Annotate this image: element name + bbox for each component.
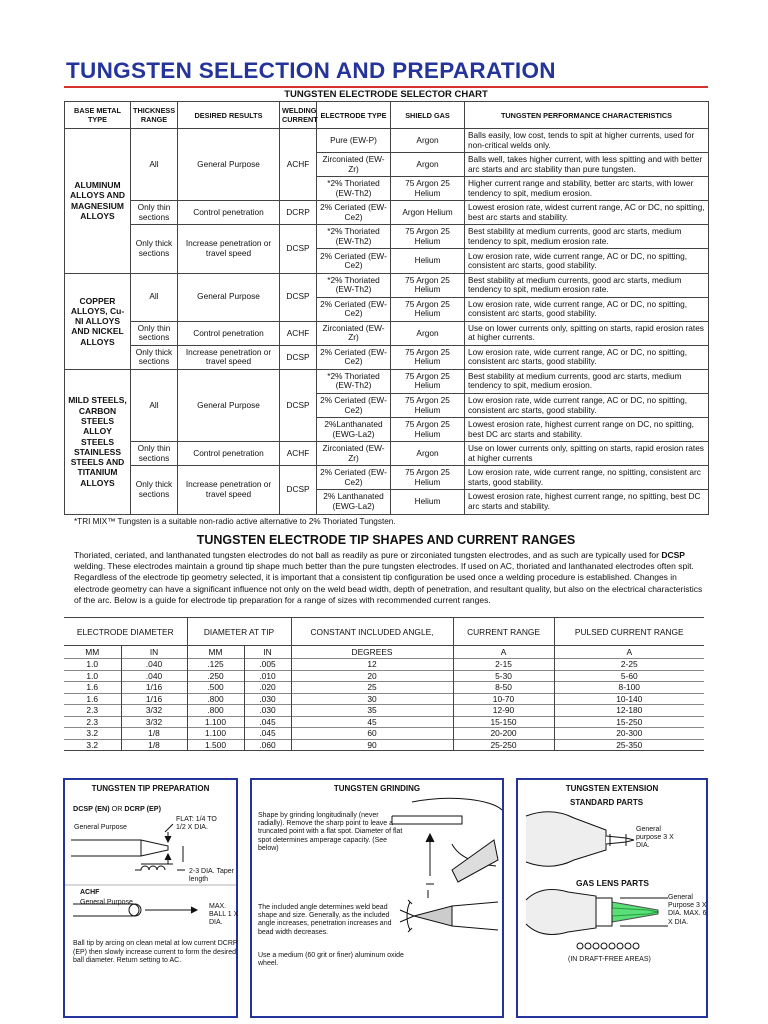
current-range-cell: 2-15 [453,659,554,671]
desired-results-cell: Control penetration [178,442,280,466]
tip-diameter-mm-cell: .250 [187,670,244,682]
desired-results-cell: Control penetration [178,321,280,345]
electrode-diameter-in-cell: .040 [121,670,187,682]
tips-paragraph-bold: DCSP [661,550,685,560]
gas-lens-parts-label: GAS LENS PARTS [576,878,649,888]
included-angle-cell: 35 [291,705,453,717]
electrode-type-cell: 2% Ceriated (EW-Ce2) [317,345,391,369]
tungsten-grinding-panel [250,778,504,1018]
electrode-diameter-mm-cell: 1.0 [64,670,121,682]
desired-results-cell: General Purpose [178,273,280,321]
tip-diameter-mm-cell: 1.100 [187,716,244,728]
performance-cell: Best stability at medium currents, good arc starts, medium tendency to spit, medium erosion. [465,369,709,393]
electrode-type-cell: *2% Thoriated (EW-Th2) [317,225,391,249]
standard-parts-label: STANDARD PARTS [570,798,644,807]
shield-gas-cell: Helium [391,249,465,273]
performance-cell: Balls well, takes higher current, with less spitting and with better arc starts and arc stability than pure tungsten. [465,153,709,177]
welding-current-cell: DCRP [280,201,317,225]
shield-gas-cell: Argon Helium [391,201,465,225]
electrode-type-cell: Zirconiated (EW-Zr) [317,153,391,177]
max-ball-label: MAX. BALL 1 X DIA. [209,903,239,927]
header-thickness: THICKNESS RANGE [131,102,178,129]
included-angle-cell: 60 [291,728,453,740]
tips-header-diameter-at-tip: DIAMETER AT TIP [187,618,291,646]
included-angle-cell: 45 [291,716,453,728]
tips-header-current: CURRENT RANGE [453,618,554,646]
shield-gas-cell: 75 Argon 25 Helium [391,177,465,201]
current-range-cell: 25-250 [453,739,554,751]
general-purpose-3x-label: General purpose 3 X DIA. [636,826,674,850]
tips-paragraph [74,550,708,606]
ball-tip-note: Ball tip by arcing on clean metal at low current DCRP (EP) then slowly increase current to form the desired ball diameter. Return setting to AC. [73,940,238,965]
tip-shapes-table [64,617,704,751]
header-desired: DESIRED RESULTS [178,102,280,129]
shield-gas-cell: 75 Argon 25 Helium [391,418,465,442]
welding-current-cell: DCSP [280,345,317,369]
thickness-cell: Only thin sections [131,442,178,466]
pulsed-current-range-cell: 2-25 [554,659,704,671]
thickness-cell: Only thick sections [131,345,178,369]
shield-gas-cell: Argon [391,129,465,153]
current-range-cell: 10-70 [453,693,554,705]
electrode-type-cell: *2% Thoriated (EW-Th2) [317,177,391,201]
header-base-metal: BASE METAL TYPE [65,102,131,129]
welding-current-cell: DCSP [280,273,317,321]
tips-row [64,705,704,717]
performance-cell: Low erosion rate, wide current range, AC or DC, no spitting, consistent arc starts, good stability. [465,249,709,273]
base-metal-cell: ALUMINUM ALLOYS AND MAGNESIUM ALLOYS [65,129,131,274]
performance-cell: Use on lower currents only, spitting on starts, rapid erosion rates at higher currents [465,442,709,466]
tip-diameter-mm-cell: 1.500 [187,739,244,751]
electrode-type-cell: Pure (EW-P) [317,129,391,153]
tips-header-angle: CONSTANT INCLUDED ANGLE, [291,618,453,646]
performance-cell: Low erosion rate, wide current range, AC or DC, no spitting, consistent arc starts, good stability. [465,394,709,418]
desired-results-cell: Increase penetration or travel speed [178,466,280,514]
tip-diameter-in-cell: .030 [244,693,291,705]
tips-row [64,670,704,682]
included-angle-cell: 30 [291,693,453,705]
electrode-selector-table [64,101,709,515]
tip-diameter-in-cell: .060 [244,739,291,751]
tips-sub-a: A [554,646,704,659]
tips-paragraph-part1: Thoriated, ceriated, and lanthanated tungsten electrodes do not ball as readily as pure or zirconiated tungsten electrodes, and as such are typically used for [74,550,662,560]
tip-diameter-mm-cell: .125 [187,659,244,671]
selector-row [65,369,709,393]
shield-gas-cell: Argon [391,442,465,466]
thickness-cell: Only thick sections [131,466,178,514]
selector-body [65,129,709,515]
base-metal-cell: COPPER ALLOYS, Cu-NI ALLOYS AND NICKEL ALLOYS [65,273,131,369]
electrode-diameter-mm-cell: 3.2 [64,728,121,740]
electrode-diameter-mm-cell: 3.2 [64,739,121,751]
page-title: TUNGSTEN SELECTION AND PREPARATION [66,58,556,83]
performance-cell: Lowest erosion rate, widest current range, AC or DC, no spitting, best arc starts and stability. [465,201,709,225]
tips-row [64,693,704,705]
tips-row [64,739,704,751]
shield-gas-cell: 75 Argon 25 Helium [391,394,465,418]
achf-label: ACHF [80,889,100,896]
electrode-type-cell: 2% Ceriated (EW-Ce2) [317,297,391,321]
desired-results-cell: General Purpose [178,369,280,441]
draft-free-label: (IN DRAFT-FREE AREAS) [568,956,651,963]
tips-header-electrode-diameter: ELECTRODE DIAMETER [64,618,187,646]
tips-sub-mm: MM [187,646,244,659]
performance-cell: Balls easily, low cost, tends to spit at higher currents, used for non-critical welds only. [465,129,709,153]
electrode-type-cell: *2% Thoriated (EW-Th2) [317,273,391,297]
tips-row [64,728,704,740]
desired-results-cell: General Purpose [178,129,280,201]
pulsed-current-range-cell: 12-180 [554,705,704,717]
welding-current-cell: DCSP [280,369,317,441]
pulsed-current-range-cell: 8-100 [554,682,704,694]
welding-current-cell: DCSP [280,466,317,514]
tungsten-extension-title: TUNGSTEN EXTENSION [565,784,659,793]
header-performance: TUNGSTEN PERFORMANCE CHARACTERISTICS [465,102,709,129]
current-range-cell: 5-30 [453,670,554,682]
tip-diameter-in-cell: .010 [244,670,291,682]
current-range-cell: 12-90 [453,705,554,717]
electrode-diameter-in-cell: .040 [121,659,187,671]
shield-gas-cell: 75 Argon 25 Helium [391,466,465,490]
pulsed-current-range-cell: 5-60 [554,670,704,682]
shield-gas-cell: 75 Argon 25 Helium [391,345,465,369]
tip-diameter-in-cell: .030 [244,705,291,717]
pulsed-current-range-cell: 25-350 [554,739,704,751]
electrode-type-cell: Zirconiated (EW-Zr) [317,321,391,345]
selector-chart-title: TUNGSTEN ELECTRODE SELECTOR CHART [284,89,488,100]
standard-nozzle [526,812,606,867]
tips-body [64,659,704,751]
tip-preparation-drawing [65,780,236,1016]
welding-current-cell: ACHF [280,442,317,466]
general-purpose-label: General Purpose [74,824,127,831]
grinding-note-1: Shape by grinding longitudinally (never radially). Remove the sharp point to leave a truncated point with a flat spot. Diameter of flat spot determines amperage capacity. (See below) [258,812,403,852]
tips-row [64,716,704,728]
electrode-type-cell: *2% Thoriated (EW-Th2) [317,369,391,393]
extension-drawing [518,780,706,1016]
current-range-cell: 20-200 [453,728,554,740]
tips-subheader-row [64,646,704,659]
performance-cell: Lowest erosion rate, highest current range on DC, no spitting, best DC arc starts and stability. [465,418,709,442]
tungsten-extension-panel [516,778,708,1018]
selector-row [65,321,709,345]
performance-cell: Low erosion rate, wide current range, no spitting, consistent arc starts, good stability. [465,466,709,490]
electrode-diameter-mm-cell: 1.6 [64,693,121,705]
tips-sub-in: IN [244,646,291,659]
header-welding-current: WELDING CURRENT [280,102,317,129]
tips-header-row [64,618,704,646]
general-purpose-label-2: General Purpose [80,899,133,906]
gas-lens-nozzle [526,890,596,935]
desired-results-cell: Increase penetration or travel speed [178,225,280,273]
tip-preparation-panel [63,778,238,1018]
tip-diameter-in-cell: .005 [244,659,291,671]
thickness-cell: All [131,369,178,441]
electrode-type-cell: 2% Ceriated (EW-Ce2) [317,201,391,225]
tips-paragraph-part2: welding. These electrodes maintain a ground tip shape much better than the pure tungsten electrodes. If used on AC, thoriated and lanthanated electrodes often spit. Regardless of the electrode tip geometry selected, it is important that a consistent tip configuration be used once a welding procedure is established. Changes in electrode geometry can have a significant influence not only on the weld bead width, depth of penetration, and resultant quality, but also on the electrical characteristics of the arc. Below is a guide for electrode tip preparation for a range of sizes with recommended current ranges. [74,561,703,605]
shield-gas-cell: Helium [391,490,465,514]
tips-heading: TUNGSTEN ELECTRODE TIP SHAPES AND CURRENT RANGES [196,533,576,547]
grinding-drawing [252,780,502,1016]
electrode-diameter-in-cell: 1/8 [121,739,187,751]
selector-row [65,225,709,249]
electrode-type-cell: 2% Lanthanated (EWG-La2) [317,490,391,514]
tips-sub-degrees: DEGREES [291,646,453,659]
grinding-note-3: Use a medium (60 grit or finer) aluminum oxide wheel. [258,952,404,968]
electrode-type-cell: 2%Lanthanated (EWG-La2) [317,418,391,442]
selector-row [65,345,709,369]
gas-lens-flow [612,902,658,922]
tip-diameter-mm-cell: 1.100 [187,728,244,740]
tips-row [64,659,704,671]
included-angle-cell: 90 [291,739,453,751]
desired-results-cell: Increase penetration or travel speed [178,345,280,369]
thickness-cell: All [131,273,178,321]
electrode-diameter-in-cell: 3/32 [121,705,187,717]
flat-label: FLAT: 1/4 TO 1/2 X DIA. [176,816,217,832]
shield-gas-cell: 75 Argon 25 Helium [391,225,465,249]
shield-gas-cell: 75 Argon 25 Helium [391,369,465,393]
tips-sub-mm: MM [64,646,121,659]
tip-diameter-in-cell: .020 [244,682,291,694]
electrode-diameter-mm-cell: 1.6 [64,682,121,694]
tungsten-grinding-title: TUNGSTEN GRINDING [333,784,421,793]
current-range-cell: 8-50 [453,682,554,694]
tip-diameter-mm-cell: .800 [187,705,244,717]
selector-row [65,129,709,153]
title-rule [64,86,708,88]
grinding-wheel-edge [412,798,502,810]
thickness-cell: Only thin sections [131,321,178,345]
performance-cell: Lowest erosion rate, highest current range, no spitting, best DC arc starts and stability. [465,490,709,514]
included-angle-cell: 20 [291,670,453,682]
performance-cell: Use on lower currents only, spitting on starts, rapid erosion rates at higher currents. [465,321,709,345]
general-purpose-6x-label: General Purpose 3 X DIA. MAX. 6 X DIA. [668,894,707,926]
selector-row [65,442,709,466]
taper-length-label: 2-3 DIA. Taper length [189,868,235,884]
current-range-cell: 15-150 [453,716,554,728]
tip-diameter-in-cell: .045 [244,716,291,728]
welding-current-cell: ACHF [280,321,317,345]
electrode-type-cell: 2% Ceriated (EW-Ce2) [317,394,391,418]
tips-sub-a: A [453,646,554,659]
thickness-cell: All [131,129,178,201]
tip-diameter-in-cell: .045 [244,728,291,740]
performance-cell: Low erosion rate, wide current range, AC or DC, no spitting, consistent arc starts, good stability. [465,345,709,369]
thickness-cell: Only thick sections [131,225,178,273]
welding-current-cell: ACHF [280,129,317,201]
electrode-diameter-mm-cell: 2.3 [64,705,121,717]
electrode-diameter-in-cell: 1/16 [121,693,187,705]
selector-header-row [65,102,709,129]
shield-gas-cell: 75 Argon 25 Helium [391,273,465,297]
tips-row [64,682,704,694]
shield-gas-cell: 75 Argon 25 Helium [391,297,465,321]
tips-sub-in: IN [121,646,187,659]
included-angle-cell: 25 [291,682,453,694]
grinding-note-2: The included angle determines weld bead shape and size. Generally, as the included angle increases, penetration increases and bead width decreases. [258,904,392,936]
selector-footnote: *TRI MIX™ Tungsten is a suitable non-radio active alternative to 2% Thoriated Tungsten. [74,517,396,526]
included-angle-cell: 12 [291,659,453,671]
pulsed-current-range-cell: 15-250 [554,716,704,728]
performance-cell: Best stability at medium currents, good arc starts, medium tendency to spit, medium erosion rate. [465,225,709,249]
dcsp-dcrp-label: DCSP (EN) OR DCRP (EP) [73,804,161,813]
electrode-diameter-in-cell: 1/16 [121,682,187,694]
performance-cell: Higher current range and stability, better arc starts, with lower tendency to spit, medium erosion. [465,177,709,201]
tip-preparation-title: TUNGSTEN TIP PREPARATION [91,784,210,793]
electrode-type-cell: 2% Ceriated (EW-Ce2) [317,466,391,490]
thickness-cell: Only thin sections [131,201,178,225]
pulsed-current-range-cell: 10-140 [554,693,704,705]
selector-row [65,273,709,297]
electrode-diameter-in-cell: 3/32 [121,716,187,728]
tip-diameter-mm-cell: .800 [187,693,244,705]
welding-current-cell: DCSP [280,225,317,273]
header-electrode: ELECTRODE TYPE [317,102,391,129]
electrode-diameter-mm-cell: 2.3 [64,716,121,728]
header-shield-gas: SHIELD GAS [391,102,465,129]
selector-row [65,466,709,490]
performance-cell: Low erosion rate, wide current range, AC or DC, no spitting, consistent arc starts, good stability. [465,297,709,321]
electrode-diameter-in-cell: 1/8 [121,728,187,740]
tip-diameter-mm-cell: .500 [187,682,244,694]
shield-gas-cell: Argon [391,153,465,177]
electrode-diameter-mm-cell: 1.0 [64,659,121,671]
tips-header-pulsed: PULSED CURRENT RANGE [554,618,704,646]
pulsed-current-range-cell: 20-300 [554,728,704,740]
desired-results-cell: Control penetration [178,201,280,225]
base-metal-cell: MILD STEELS, CARBON STEELS ALLOY STEELS STAINLESS STEELS AND TITANIUM ALLOYS [65,369,131,514]
shield-gas-cell: Argon [391,321,465,345]
ground-electrode-outline [71,840,168,856]
ball-spiral-symbol [135,866,165,870]
electrode-type-cell: 2% Ceriated (EW-Ce2) [317,249,391,273]
performance-cell: Best stability at medium currents, good arc starts, medium tendency to spit, medium erosion rate. [465,273,709,297]
electrode-type-cell: Zirconiated (EW-Zr) [317,442,391,466]
selector-row [65,201,709,225]
